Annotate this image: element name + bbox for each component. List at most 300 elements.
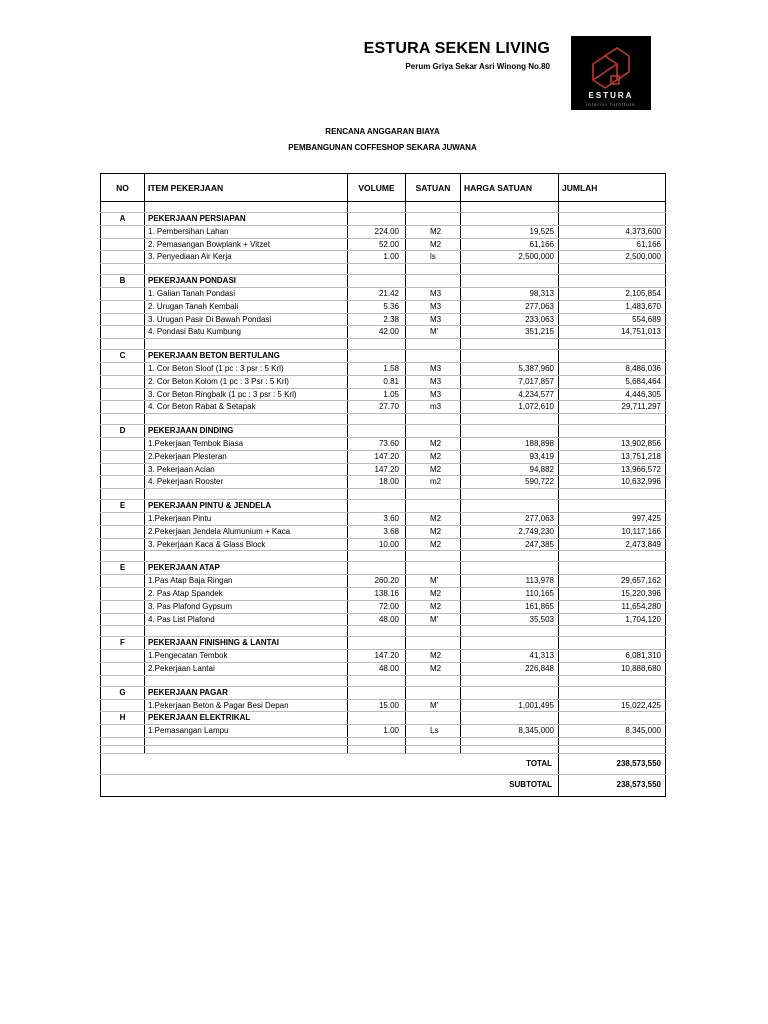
empty-cell [101, 675, 145, 686]
row-jumlah: 1,704,120 [559, 613, 666, 626]
row-item: 1.Pekerjaan Beton & Pagar Besi Depan [145, 699, 348, 712]
empty-cell [559, 339, 666, 350]
empty-cell [348, 414, 406, 425]
row-satuan: M2 [406, 225, 461, 238]
empty-cell [145, 551, 348, 562]
empty-cell [101, 414, 145, 425]
blank-row [101, 626, 666, 637]
row-no [101, 437, 145, 450]
company-logo [571, 36, 651, 110]
section-title: PEKERJAAN FINISHING & LANTAI [145, 637, 348, 650]
row-volume: 3.68 [348, 525, 406, 538]
row-harga-satuan: 98,313 [461, 287, 559, 300]
row-satuan: M3 [406, 287, 461, 300]
empty-cell [559, 275, 666, 288]
empty-cell [348, 489, 406, 500]
empty-cell [461, 500, 559, 513]
empty-cell [559, 562, 666, 575]
row-jumlah: 6,081,310 [559, 650, 666, 663]
empty-cell [559, 737, 666, 745]
row-satuan: M2 [406, 538, 461, 551]
table-body [101, 202, 666, 797]
empty-cell [559, 350, 666, 363]
row-no [101, 650, 145, 663]
row-jumlah: 2,473,849 [559, 538, 666, 551]
row-item: 4. Cor Beton Rabat & Setapak [145, 401, 348, 414]
row-no [101, 699, 145, 712]
row-jumlah: 13,966,572 [559, 463, 666, 476]
table-header-row [101, 174, 666, 202]
section-no: D [101, 425, 145, 438]
row-satuan: M' [406, 699, 461, 712]
table-row [101, 375, 666, 388]
row-jumlah: 5,684,464 [559, 375, 666, 388]
row-satuan: M2 [406, 450, 461, 463]
row-volume: 52.00 [348, 238, 406, 251]
empty-cell [145, 737, 348, 745]
row-harga-satuan: 110,165 [461, 587, 559, 600]
row-volume: 15.00 [348, 699, 406, 712]
empty-cell [461, 425, 559, 438]
empty-cell [461, 339, 559, 350]
empty-cell [101, 202, 145, 213]
row-jumlah: 4,446,305 [559, 388, 666, 401]
empty-cell [406, 500, 461, 513]
row-volume: 48.00 [348, 662, 406, 675]
empty-cell [145, 339, 348, 350]
row-harga-satuan: 1,072,610 [461, 401, 559, 414]
empty-cell [559, 675, 666, 686]
empty-cell [348, 675, 406, 686]
company-name: ESTURA SEKEN LIVING [363, 40, 550, 57]
row-satuan: M2 [406, 587, 461, 600]
empty-cell [559, 686, 666, 699]
row-harga-satuan: 188,898 [461, 437, 559, 450]
empty-cell [559, 551, 666, 562]
section-title: PEKERJAAN ATAP [145, 562, 348, 575]
empty-cell [145, 202, 348, 213]
empty-cell [559, 414, 666, 425]
empty-cell [348, 500, 406, 513]
row-volume: 260.20 [348, 575, 406, 588]
table-row [101, 650, 666, 663]
empty-cell [101, 489, 145, 500]
empty-cell [145, 675, 348, 686]
row-no [101, 512, 145, 525]
row-volume: 147.20 [348, 650, 406, 663]
empty-cell [348, 626, 406, 637]
empty-cell [461, 275, 559, 288]
row-satuan: M2 [406, 463, 461, 476]
empty-cell [406, 489, 461, 500]
table-row [101, 437, 666, 450]
table-row [101, 251, 666, 264]
empty-cell [559, 637, 666, 650]
empty-cell [348, 551, 406, 562]
empty-cell [461, 213, 559, 226]
document-subtitle: PEMBANGUNAN COFFESHOP SEKARA JUWANA [288, 143, 477, 152]
empty-cell [348, 202, 406, 213]
row-harga-satuan: 4,234,577 [461, 388, 559, 401]
header-jumlah: JUMLAH [559, 174, 666, 202]
row-item: 2. Pemasangan Bowplank + Vitzet [145, 238, 348, 251]
row-no [101, 238, 145, 251]
row-harga-satuan: 2,749,230 [461, 525, 559, 538]
empty-cell [461, 551, 559, 562]
row-no [101, 600, 145, 613]
header-satuan: SATUAN [406, 174, 461, 202]
row-jumlah: 2,105,854 [559, 287, 666, 300]
blank-row [101, 264, 666, 275]
empty-cell [461, 350, 559, 363]
table-row [101, 512, 666, 525]
row-item: 1.Pas Atap Baja Ringan [145, 575, 348, 588]
empty-cell [559, 626, 666, 637]
empty-cell [145, 626, 348, 637]
empty-cell [101, 339, 145, 350]
row-harga-satuan: 94,882 [461, 463, 559, 476]
row-item: 2. Pas Atap Spandek [145, 587, 348, 600]
row-satuan: M2 [406, 525, 461, 538]
row-volume: 1.00 [348, 251, 406, 264]
row-jumlah: 14,751,013 [559, 326, 666, 339]
section-no: G [101, 686, 145, 699]
table-row [101, 613, 666, 626]
row-no [101, 450, 145, 463]
logo-subtext: interior furniture [586, 102, 636, 107]
subtotal-row [101, 774, 666, 796]
section-title: PEKERJAAN DINDING [145, 425, 348, 438]
empty-cell [559, 712, 666, 725]
document-titles [100, 124, 665, 156]
row-jumlah: 10,888,680 [559, 662, 666, 675]
table-row [101, 300, 666, 313]
section-no: C [101, 350, 145, 363]
row-harga-satuan: 113,978 [461, 575, 559, 588]
row-no [101, 725, 145, 738]
blank-row [101, 551, 666, 562]
empty-cell [461, 686, 559, 699]
empty-cell [461, 675, 559, 686]
row-jumlah: 11,654,280 [559, 600, 666, 613]
empty-cell [406, 626, 461, 637]
row-no [101, 476, 145, 489]
row-jumlah: 29,657,162 [559, 575, 666, 588]
row-volume: 1.58 [348, 362, 406, 375]
empty-cell [348, 339, 406, 350]
table-row [101, 575, 666, 588]
section-header-row [101, 562, 666, 575]
section-no: E [101, 562, 145, 575]
empty-cell [406, 637, 461, 650]
empty-cell [348, 213, 406, 226]
row-harga-satuan: 226,848 [461, 662, 559, 675]
row-no [101, 362, 145, 375]
row-satuan: M2 [406, 512, 461, 525]
row-no [101, 313, 145, 326]
empty-cell [145, 745, 348, 753]
section-no: A [101, 213, 145, 226]
row-no [101, 300, 145, 313]
empty-cell [101, 745, 145, 753]
row-satuan: M3 [406, 388, 461, 401]
table-row [101, 662, 666, 675]
table-row [101, 401, 666, 414]
row-item: 3. Urugan Pasir Di Bawah Pondasi [145, 313, 348, 326]
empty-cell [406, 264, 461, 275]
table-row [101, 476, 666, 489]
empty-cell [406, 202, 461, 213]
empty-cell [461, 264, 559, 275]
row-item: 1.Pemasangan Lampu [145, 725, 348, 738]
row-satuan: M3 [406, 375, 461, 388]
total-row [101, 753, 666, 774]
row-harga-satuan: 590,722 [461, 476, 559, 489]
row-volume: 48.00 [348, 613, 406, 626]
row-volume: 3.60 [348, 512, 406, 525]
row-harga-satuan: 7,017,857 [461, 375, 559, 388]
section-title: PEKERJAAN BETON BERTULANG [145, 350, 348, 363]
section-title: PEKERJAAN PONDASI [145, 275, 348, 288]
empty-cell [348, 425, 406, 438]
row-harga-satuan: 2,500,000 [461, 251, 559, 264]
row-item: 3. Pas Plafond Gypsum [145, 600, 348, 613]
row-item: 2.Pekerjaan Plesteran [145, 450, 348, 463]
row-harga-satuan: 1,001,495 [461, 699, 559, 712]
empty-cell [348, 264, 406, 275]
row-satuan: M' [406, 575, 461, 588]
row-harga-satuan: 5,387,960 [461, 362, 559, 375]
section-no: H [101, 712, 145, 725]
empty-cell [461, 745, 559, 753]
empty-cell [406, 737, 461, 745]
row-volume: 42.00 [348, 326, 406, 339]
row-satuan: M3 [406, 300, 461, 313]
row-jumlah: 13,751,218 [559, 450, 666, 463]
table-row [101, 362, 666, 375]
row-volume: 72.00 [348, 600, 406, 613]
row-jumlah: 4,373,600 [559, 225, 666, 238]
row-item: 3. Cor Beton Ringbalk (1 pc : 3 psr : 5 Krl) [145, 388, 348, 401]
row-volume: 18.00 [348, 476, 406, 489]
row-no [101, 326, 145, 339]
table-row [101, 238, 666, 251]
row-jumlah: 10,632,996 [559, 476, 666, 489]
section-no: E [101, 500, 145, 513]
section-header-row [101, 686, 666, 699]
empty-cell [461, 562, 559, 575]
row-no [101, 388, 145, 401]
row-satuan: M3 [406, 362, 461, 375]
empty-cell [348, 275, 406, 288]
row-satuan: M2 [406, 662, 461, 675]
empty-cell [348, 712, 406, 725]
empty-cell [461, 712, 559, 725]
subtotal-label: SUBTOTAL [101, 774, 559, 796]
empty-cell [406, 275, 461, 288]
row-item: 1.Pengecatan Tembok [145, 650, 348, 663]
row-jumlah: 8,486,036 [559, 362, 666, 375]
empty-cell [406, 745, 461, 753]
row-harga-satuan: 35,503 [461, 613, 559, 626]
empty-cell [559, 202, 666, 213]
row-harga-satuan: 41,313 [461, 650, 559, 663]
empty-cell [559, 425, 666, 438]
row-volume: 21.42 [348, 287, 406, 300]
empty-cell [406, 350, 461, 363]
row-satuan: M2 [406, 650, 461, 663]
blank-row [101, 414, 666, 425]
document-title: RENCANA ANGGARAN BIAYA [325, 127, 440, 136]
table-row [101, 450, 666, 463]
empty-cell [348, 745, 406, 753]
row-volume: 147.20 [348, 463, 406, 476]
empty-cell [145, 489, 348, 500]
empty-cell [461, 737, 559, 745]
table-row [101, 287, 666, 300]
row-satuan: M2 [406, 238, 461, 251]
row-no [101, 287, 145, 300]
empty-cell [348, 637, 406, 650]
table-row [101, 600, 666, 613]
total-value: 238,573,550 [559, 753, 666, 774]
row-item: 4. Pas List Plafond [145, 613, 348, 626]
empty-cell [406, 551, 461, 562]
row-item: 1. Cor Beton Sloof (1 pc : 3 psr : 5 Krl) [145, 362, 348, 375]
row-jumlah: 997,425 [559, 512, 666, 525]
row-item: 2. Urugan Tanah Kembali [145, 300, 348, 313]
row-no [101, 251, 145, 264]
row-harga-satuan: 233,063 [461, 313, 559, 326]
row-volume: 0.81 [348, 375, 406, 388]
row-satuan: ls [406, 251, 461, 264]
empty-cell [559, 264, 666, 275]
row-satuan: m2 [406, 476, 461, 489]
row-harga-satuan: 277,063 [461, 512, 559, 525]
row-item: 1. Pembersihan Lahan [145, 225, 348, 238]
row-harga-satuan: 351,215 [461, 326, 559, 339]
row-harga-satuan: 93,419 [461, 450, 559, 463]
row-satuan: M2 [406, 437, 461, 450]
table-row [101, 313, 666, 326]
section-header-row [101, 275, 666, 288]
row-item: 2.Pekerjaan Jendela Alumunium + Kaca [145, 525, 348, 538]
row-volume: 10.00 [348, 538, 406, 551]
section-title: PEKERJAAN PERSIAPAN [145, 213, 348, 226]
row-item: 3. Pekerjaan Acian [145, 463, 348, 476]
row-item: 4. Pondasi Batu Kumbung [145, 326, 348, 339]
blank-row [101, 675, 666, 686]
row-no [101, 587, 145, 600]
row-volume: 73.60 [348, 437, 406, 450]
row-no [101, 225, 145, 238]
row-item: 4. Pekerjaan Rooster [145, 476, 348, 489]
row-jumlah: 2,500,000 [559, 251, 666, 264]
row-no [101, 401, 145, 414]
row-satuan: M3 [406, 313, 461, 326]
row-item: 3. Pekerjaan Kaca & Glass Block [145, 538, 348, 551]
header-volume: VOLUME [348, 174, 406, 202]
row-volume: 1.05 [348, 388, 406, 401]
empty-cell [406, 213, 461, 226]
blank-row [101, 745, 666, 753]
row-volume: 147.20 [348, 450, 406, 463]
empty-cell [461, 414, 559, 425]
row-satuan: Ls [406, 725, 461, 738]
table-row [101, 587, 666, 600]
empty-cell [406, 712, 461, 725]
row-jumlah: 13,902,856 [559, 437, 666, 450]
company-header [360, 40, 550, 71]
logo-text: ESTURA [588, 91, 634, 100]
table-row [101, 388, 666, 401]
row-volume: 138.16 [348, 587, 406, 600]
empty-cell [348, 350, 406, 363]
empty-cell [461, 637, 559, 650]
empty-cell [461, 626, 559, 637]
row-jumlah: 8,345,000 [559, 725, 666, 738]
section-header-row [101, 637, 666, 650]
row-harga-satuan: 247,385 [461, 538, 559, 551]
table-row [101, 463, 666, 476]
empty-cell [559, 745, 666, 753]
row-jumlah: 1,483,670 [559, 300, 666, 313]
row-jumlah: 10,117,166 [559, 525, 666, 538]
row-harga-satuan: 277,063 [461, 300, 559, 313]
row-item: 2. Cor Beton Kolom (1 pc : 3 Psr : 5 Krl) [145, 375, 348, 388]
row-item: 1.Pekerjaan Tembok Biasa [145, 437, 348, 450]
empty-cell [348, 562, 406, 575]
section-no: B [101, 275, 145, 288]
row-no [101, 463, 145, 476]
empty-cell [348, 737, 406, 745]
header-item: ITEM PEKERJAAN [145, 174, 348, 202]
empty-cell [461, 489, 559, 500]
subtotal-value: 238,573,550 [559, 774, 666, 796]
empty-cell [559, 500, 666, 513]
empty-cell [559, 213, 666, 226]
empty-cell [101, 737, 145, 745]
row-volume: 1.00 [348, 725, 406, 738]
row-volume: 224.00 [348, 225, 406, 238]
row-satuan: m3 [406, 401, 461, 414]
row-no [101, 525, 145, 538]
row-no [101, 575, 145, 588]
empty-cell [406, 562, 461, 575]
section-header-row [101, 425, 666, 438]
blank-row [101, 339, 666, 350]
row-harga-satuan: 19,525 [461, 225, 559, 238]
row-no [101, 662, 145, 675]
row-no [101, 613, 145, 626]
table-row [101, 225, 666, 238]
row-item: 2.Pekerjaan Lantai [145, 662, 348, 675]
row-jumlah: 29,711,297 [559, 401, 666, 414]
company-address: Perum Griya Sekar Asri Winong No.80 [405, 62, 550, 71]
empty-cell [461, 202, 559, 213]
table-row [101, 538, 666, 551]
blank-row [101, 202, 666, 213]
table-row [101, 326, 666, 339]
row-no [101, 375, 145, 388]
row-satuan: M' [406, 326, 461, 339]
row-volume: 5.36 [348, 300, 406, 313]
row-jumlah: 554,689 [559, 313, 666, 326]
empty-cell [406, 675, 461, 686]
table-row [101, 725, 666, 738]
empty-cell [145, 264, 348, 275]
row-jumlah: 15,022,425 [559, 699, 666, 712]
